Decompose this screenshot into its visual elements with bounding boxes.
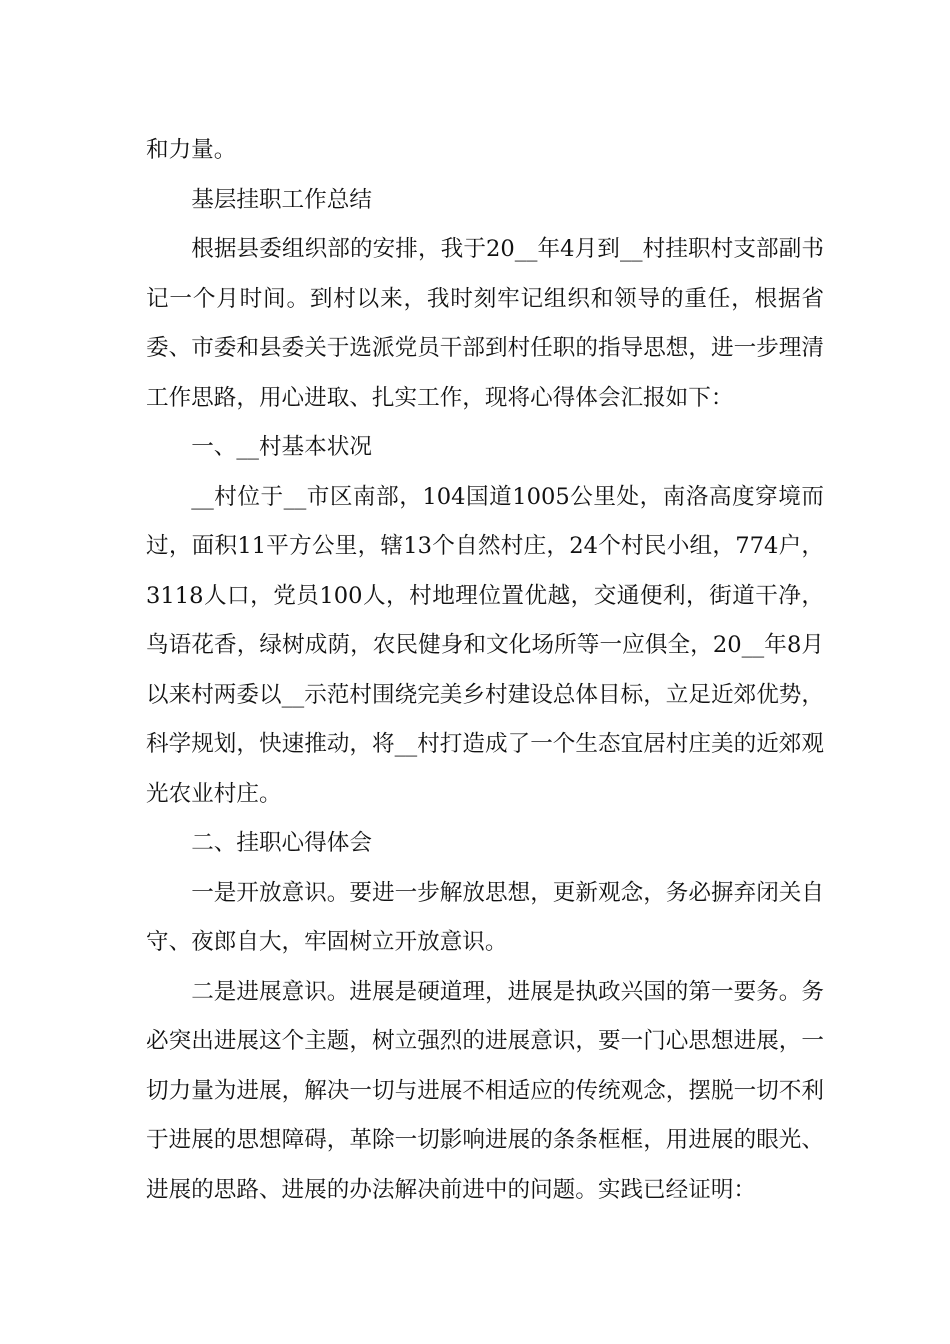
heading-village-status: 一、__村基本状况 (191, 434, 372, 460)
paragraph-continuation: 和力量。 (146, 137, 237, 163)
document-body (146, 126, 824, 1215)
section-title: 基层挂职工作总结 (191, 186, 372, 213)
heading-experience: 二、挂职心得体会 (191, 830, 372, 856)
paragraph-intro: 根据县委组织部的安排，我于20__年4月到__村挂职村支部副书记一个月时间。到村以来，我时刻牢记组织和领导的重任，根据省委、市委和县委关于选派党员干部到村任职的指导思想，进一步理清工作思路，用心进取、扎实工作，现将心得体会汇报如下： (146, 236, 824, 411)
paragraph-open-awareness: 一是开放意识。要进一步解放思想，更新观念，务必摒弃闭关自守、夜郎自大，牢固树立开放意识。 (146, 879, 824, 955)
paragraph-development-awareness: 二是进展意识。进展是硬道理，进展是执政兴国的第一要务。务必突出进展这个主题，树立强烈的进展意识，要一门心思想进展，一切力量为进展，解决一切与进展不相适应的传统观念，摆脱一切不利于进展的思想障碍，革除一切影响进展的条条框框，用进展的眼光、进展的思路、进展的办法解决前进中的问题。实践已经证明： (146, 978, 824, 1203)
paragraph-village-status: __村位于__市区南部，104国道1005公里处，南洛高度穿境而过，面积11平方公里，辖13个自然村庄，24个村民小组，774户，3118人口，党员100人，村地理位置优越，交通便利，街道干净，鸟语花香，绿树成荫，农民健身和文化场所等一应俱全，20__年8月以来村两委以__示范村围绕完美乡村建设总体目标，立足近郊优势，科学规划，快速推动，将__村打造成了一个生态宜居村庄美的近郊观光农业村庄。 (146, 483, 824, 807)
